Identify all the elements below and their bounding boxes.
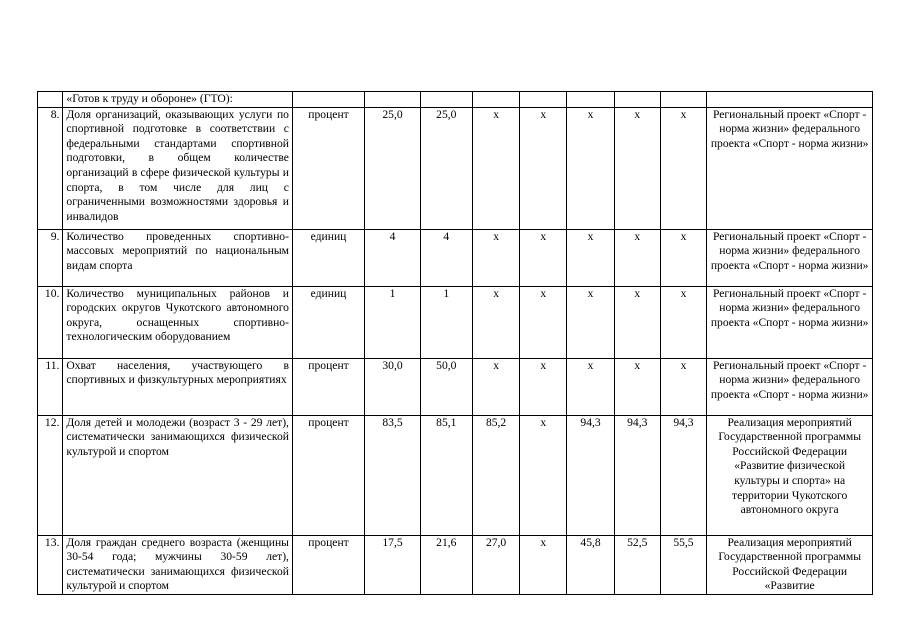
value-cell: 52,5 [614, 535, 660, 594]
value-cell: 25,0 [420, 107, 472, 229]
row-number: 11. [38, 358, 63, 415]
value-cell: x [614, 286, 660, 358]
indicator-name: Количество проведенных спортивно-массовых мероприятий по национальным видам спорта [63, 229, 293, 286]
value-cell: x [614, 229, 660, 286]
value-cell: 94,3 [614, 415, 660, 535]
value-cell: x [520, 535, 567, 594]
source-cell: Реализация мероприятий Государственной программы Российской Федерации «Развитие [707, 535, 873, 594]
value-cell: 50,0 [420, 358, 472, 415]
value-cell: 17,5 [365, 535, 421, 594]
value-cell: x [520, 229, 567, 286]
indicator-name: Охват населения, участвующего в спортивных и физкультурных мероприятиях [63, 358, 293, 415]
value-cell: 85,2 [472, 415, 520, 535]
unit-cell [292, 92, 364, 108]
indicator-name: Количество муниципальных районов и городских округов Чукотского автономного округа, оснащенных спортивно-технологическим оборудованием [63, 286, 293, 358]
row-number: 8. [38, 107, 63, 229]
value-cell [520, 92, 567, 108]
value-cell: x [660, 107, 707, 229]
value-cell: x [520, 358, 567, 415]
value-cell: 83,5 [365, 415, 421, 535]
value-cell: x [567, 229, 615, 286]
value-cell: x [660, 229, 707, 286]
value-cell: x [520, 415, 567, 535]
value-cell: 94,3 [660, 415, 707, 535]
value-cell: 21,6 [420, 535, 472, 594]
value-cell: 85,1 [420, 415, 472, 535]
table-row [38, 535, 873, 594]
value-cell: x [472, 107, 520, 229]
value-cell: 1 [420, 286, 472, 358]
value-cell: x [472, 358, 520, 415]
row-number: 12. [38, 415, 63, 535]
row-number: 13. [38, 535, 63, 594]
value-cell [420, 92, 472, 108]
value-cell: 45,8 [567, 535, 615, 594]
value-cell: 1 [365, 286, 421, 358]
value-cell: 4 [365, 229, 421, 286]
value-cell: x [567, 107, 615, 229]
value-cell: 4 [420, 229, 472, 286]
value-cell: x [472, 286, 520, 358]
unit-cell: единиц [292, 286, 364, 358]
unit-cell: процент [292, 358, 364, 415]
unit-cell: процент [292, 535, 364, 594]
table-row [38, 415, 873, 535]
value-cell: 30,0 [365, 358, 421, 415]
table-body [38, 92, 873, 595]
value-cell: 27,0 [472, 535, 520, 594]
row-number: 10. [38, 286, 63, 358]
indicators-table [37, 91, 873, 595]
indicator-name: Доля организаций, оказывающих услуги по спортивной подготовке в соответствии с федеральными стандартами спортивной подготовки, в общем количестве организаций в сфере физической культуры и спорта, в том числе для лиц с ограниченными возможностями здоровья и инвалидов [63, 107, 293, 229]
value-cell [614, 92, 660, 108]
indicator-name: «Готов к труду и обороне» (ГТО): [63, 92, 293, 108]
value-cell: x [567, 358, 615, 415]
value-cell [365, 92, 421, 108]
value-cell: 25,0 [365, 107, 421, 229]
source-cell [707, 92, 873, 108]
row-number [38, 92, 63, 108]
table-row [38, 358, 873, 415]
source-cell: Региональный проект «Спорт - норма жизни» федерального проекта «Спорт - норма жизни» [707, 286, 873, 358]
indicator-name: Доля детей и молодежи (возраст 3 - 29 лет), систематически занимающихся физической культурой и спортом [63, 415, 293, 535]
value-cell: x [520, 107, 567, 229]
source-cell: Реализация мероприятий Государственной программы Российской Федерации «Развитие физической культуры и спорта» на территории Чукотского автономного округа [707, 415, 873, 535]
table-row [38, 92, 873, 108]
indicator-name: Доля граждан среднего возраста (женщины 30-54 года; мужчины 30-59 лет), систематически занимающихся физической культурой и спортом [63, 535, 293, 594]
source-cell: Региональный проект «Спорт - норма жизни» федерального проекта «Спорт - норма жизни» [707, 229, 873, 286]
table-row [38, 286, 873, 358]
value-cell [567, 92, 615, 108]
value-cell: 94,3 [567, 415, 615, 535]
value-cell: x [614, 107, 660, 229]
value-cell: x [660, 286, 707, 358]
value-cell: 55,5 [660, 535, 707, 594]
source-cell: Региональный проект «Спорт - норма жизни» федерального проекта «Спорт - норма жизни» [707, 358, 873, 415]
value-cell: x [660, 358, 707, 415]
row-number: 9. [38, 229, 63, 286]
value-cell: x [472, 229, 520, 286]
unit-cell: процент [292, 107, 364, 229]
source-cell: Региональный проект «Спорт - норма жизни» федерального проекта «Спорт - норма жизни» [707, 107, 873, 229]
value-cell [472, 92, 520, 108]
value-cell: x [614, 358, 660, 415]
table-row [38, 107, 873, 229]
unit-cell: процент [292, 415, 364, 535]
unit-cell: единиц [292, 229, 364, 286]
value-cell [660, 92, 707, 108]
value-cell: x [520, 286, 567, 358]
table-row [38, 229, 873, 286]
value-cell: x [567, 286, 615, 358]
